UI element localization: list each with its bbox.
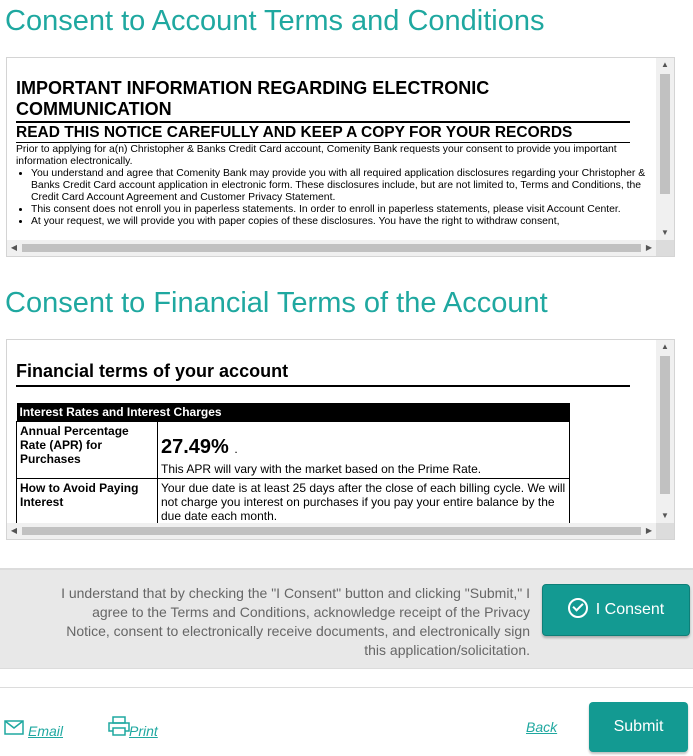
financial-content xyxy=(7,340,656,523)
financial-heading: Consent to Financial Terms of the Account xyxy=(5,287,548,319)
apr-note: This APR will vary with the market based on the Prime Rate. xyxy=(161,462,482,476)
scroll-left-arrow-icon[interactable]: ◀ xyxy=(10,243,18,252)
i-consent-label: I Consent xyxy=(595,601,665,618)
apr-value-line xyxy=(161,434,566,462)
vertical-scrollbar[interactable] xyxy=(656,340,674,523)
scroll-right-arrow-icon[interactable]: ▶ xyxy=(645,526,653,535)
vertical-scrollbar[interactable] xyxy=(656,58,674,240)
notice-intro: Prior to applying for a(n) Christopher & Banks Credit Card account, Comenity Bank requests your consent to provide you important information electronically. xyxy=(16,144,617,167)
print-link[interactable]: Print xyxy=(129,723,158,739)
notice-title: IMPORTANT INFORMATION REGARDING ELECTRONIC COMMUNICATION xyxy=(16,78,490,119)
consent-band xyxy=(0,568,693,669)
consent-text: I understand that by checking the "I Consent" button and clicking "Submit," I agree to the Terms and Conditions, acknowledge receipt of the Privacy Notice, consent to electronically receive documents, and electronically sign this application/solicitation. xyxy=(61,585,530,658)
notice-item: • You understand and agree that Comenity Bank may provide you with all required application disclosures regarding your Christopher & Banks Credit Card account application in electronic form. These disclosures include, but are not limited to, Terms and Conditions, the Credit Card Account Agreement and Customer Privacy Statement. xyxy=(31,168,656,204)
scrollbar-corner xyxy=(656,240,674,256)
horizontal-scrollbar[interactable] xyxy=(7,523,656,539)
scroll-up-arrow-icon[interactable]: ▲ xyxy=(661,60,669,69)
notice-item: • At your request, we will provide you with paper copies of these disclosures. You have the right to withdraw consent, xyxy=(31,216,656,228)
horizontal-scrollbar-thumb[interactable] xyxy=(22,527,641,535)
terms-heading: Consent to Account Terms and Conditions xyxy=(5,5,545,37)
scroll-right-arrow-icon[interactable]: ▶ xyxy=(645,243,653,252)
apr-cell xyxy=(158,422,570,479)
envelope-icon[interactable] xyxy=(4,720,24,735)
printer-icon[interactable] xyxy=(108,716,130,736)
check-circle-icon xyxy=(568,598,588,618)
horizontal-scrollbar-thumb[interactable] xyxy=(22,244,641,252)
scrollbar-corner xyxy=(656,523,674,539)
table-row xyxy=(17,479,570,524)
notice-list xyxy=(16,168,656,228)
scrollbar-thumb[interactable] xyxy=(660,74,670,194)
email-link[interactable]: Email xyxy=(28,723,64,739)
scrollbar-thumb[interactable] xyxy=(660,356,670,494)
terms-scroll-frame[interactable] xyxy=(6,57,675,257)
financial-title: Financial terms of your account xyxy=(16,360,630,387)
i-consent-button[interactable] xyxy=(542,584,690,636)
terms-content xyxy=(7,58,656,240)
back-link[interactable]: Back xyxy=(526,719,558,735)
apr-suffix: . xyxy=(234,442,238,456)
scroll-up-arrow-icon[interactable]: ▲ xyxy=(661,342,669,351)
scroll-down-arrow-icon[interactable]: ▼ xyxy=(661,228,669,237)
horizontal-scrollbar[interactable] xyxy=(7,240,656,256)
table-row xyxy=(17,422,570,479)
notice-item: • This consent does not enroll you in paperless statements. In order to enroll in paperless statements, please visit Account Center. xyxy=(31,204,656,216)
avoid-interest-label: How to Avoid Paying Interest xyxy=(17,479,158,524)
scroll-down-arrow-icon[interactable]: ▼ xyxy=(661,511,669,520)
submit-button[interactable]: Submit xyxy=(589,702,688,752)
footer-divider xyxy=(0,687,693,688)
apr-value: 27.49% xyxy=(161,436,229,458)
apr-label: Annual Percentage Rate (APR) for Purchases xyxy=(17,422,158,479)
avoid-interest-note: Your due date is at least 25 days after the close of each billing cycle. We will not charge you interest on purchases if you pay your entire balance by the due date each month. xyxy=(158,479,570,524)
notice-subtitle: READ THIS NOTICE CAREFULLY AND KEEP A COPY FOR YOUR RECORDS xyxy=(16,121,630,143)
financial-scroll-frame[interactable] xyxy=(6,339,675,540)
rates-table-header: Interest Rates and Interest Charges xyxy=(17,403,570,422)
scroll-left-arrow-icon[interactable]: ◀ xyxy=(10,526,18,535)
rates-table xyxy=(16,403,570,523)
